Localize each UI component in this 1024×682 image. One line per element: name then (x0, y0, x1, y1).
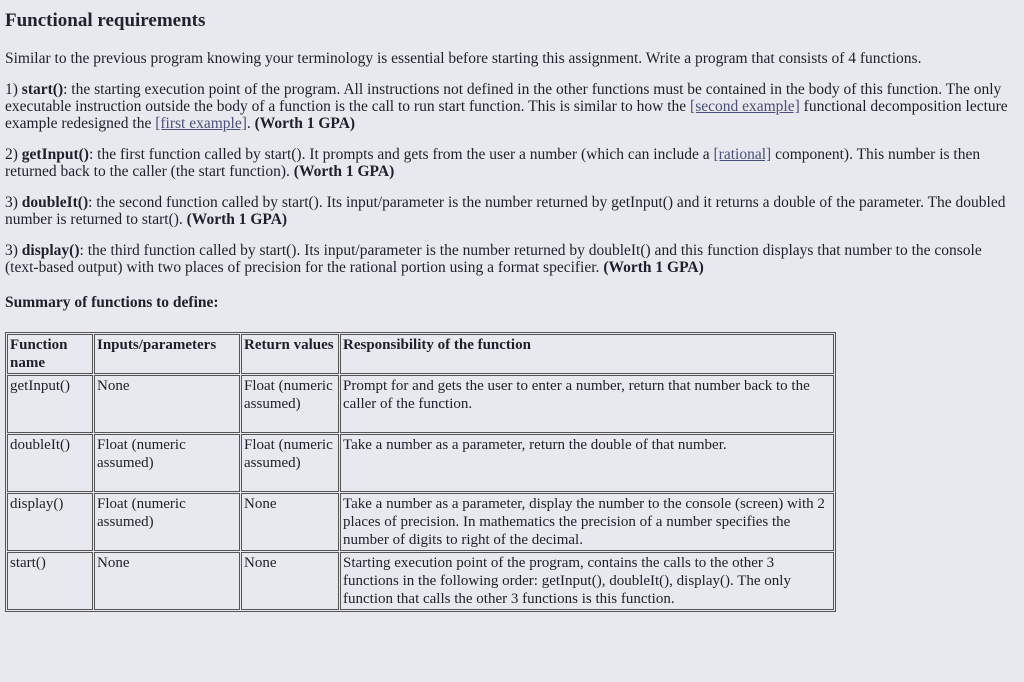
table-row (7, 493, 834, 551)
cell-responsibility: Take a number as a parameter, display the number to the console (screen) with 2 places of precision. In mathematics the precision of a number specifies the number of digits to right of the decimal. (340, 493, 834, 551)
table-row (7, 375, 834, 433)
header-return: Return values (241, 334, 339, 374)
req-function-name: start() (21, 81, 64, 98)
cell-function: start() (7, 552, 93, 610)
req-text: component). This number is then returned back to the caller (the start function). (5, 146, 981, 180)
cell-inputs: Float (numeric assumed) (94, 493, 240, 551)
req-text: : the third function called by start(). Its input/parameter is the number returned by doubleIt() and this function displays that number to the console (text-based output) with two places of precision for the rational portion using a format specifier. (5, 242, 982, 276)
req-function-name: getInput() (21, 146, 89, 163)
cell-function: doubleIt() (7, 434, 93, 492)
cell-return: Float (numeric assumed) (241, 375, 339, 433)
cell-responsibility: Take a number as a parameter, return the double of that number. (340, 434, 834, 492)
second-example-link[interactable]: [second example] (690, 98, 800, 115)
page-title: Functional requirements (5, 10, 206, 31)
first-example-link[interactable]: [first example] (155, 115, 247, 132)
cell-return: Float (numeric assumed) (241, 434, 339, 492)
intro-paragraph: Similar to the previous program knowing your terminology is essential before starting this assignment. Write a program that consists of 4 functions. (5, 50, 922, 67)
req-worth: (Worth 1 GPA) (254, 115, 356, 132)
cell-return: None (241, 493, 339, 551)
req-number: 2) (5, 146, 22, 163)
header-function-name: Function name (7, 334, 93, 374)
req-worth: (Worth 1 GPA) (293, 163, 395, 180)
cell-responsibility: Prompt for and gets the user to enter a number, return that number back to the caller of the function. (340, 375, 834, 433)
table-header-row (7, 334, 834, 374)
req-function-name: doubleIt() (21, 194, 89, 211)
table-row (7, 434, 834, 492)
cell-inputs: None (94, 375, 240, 433)
req-text: : the starting execution point of the program. All instructions not defined in the other functions must be contained in the body of this function. The only executable instruction outside the body of a function is the call to run start function. This is similar to how the (5, 81, 1002, 115)
req-function-name: display() (21, 242, 80, 259)
req-number: 3) (5, 242, 22, 259)
req-number: 3) (5, 194, 22, 211)
req-text: : the first function called by start(). It prompts and gets from the user a number (which can include a (88, 146, 714, 163)
header-inputs: Inputs/parameters (94, 334, 240, 374)
cell-responsibility: Starting execution point of the program, contains the calls to the other 3 functions in the following order: getInput(), doubleIt(), display(). The only function that calls the other 3 functions is this function. (340, 552, 834, 610)
requirement-display (5, 242, 1018, 276)
requirement-doubleit (5, 194, 1018, 228)
req-text: . (246, 115, 255, 132)
cell-function: display() (7, 493, 93, 551)
header-responsibility: Responsibility of the function (340, 334, 834, 374)
cell-function: getInput() (7, 375, 93, 433)
cell-return: None (241, 552, 339, 610)
requirement-start (5, 81, 1018, 132)
req-text: functional decomposition lecture example redesigned the (5, 98, 1008, 132)
summary-heading: Summary of functions to define: (5, 294, 219, 311)
req-worth: (Worth 1 GPA) (603, 259, 704, 276)
requirement-getinput (5, 146, 1018, 180)
rational-link[interactable]: [rational] (713, 146, 772, 163)
cell-inputs: None (94, 552, 240, 610)
req-number: 1) (5, 81, 22, 98)
cell-inputs: Float (numeric assumed) (94, 434, 240, 492)
functions-table (5, 332, 836, 612)
req-worth: (Worth 1 GPA) (186, 211, 288, 228)
req-text: : the second function called by start(). Its input/parameter is the number returned by getInput() and it returns a double of the parameter. The doubled number is returned to start(). (5, 194, 1006, 228)
table-row (7, 552, 834, 610)
